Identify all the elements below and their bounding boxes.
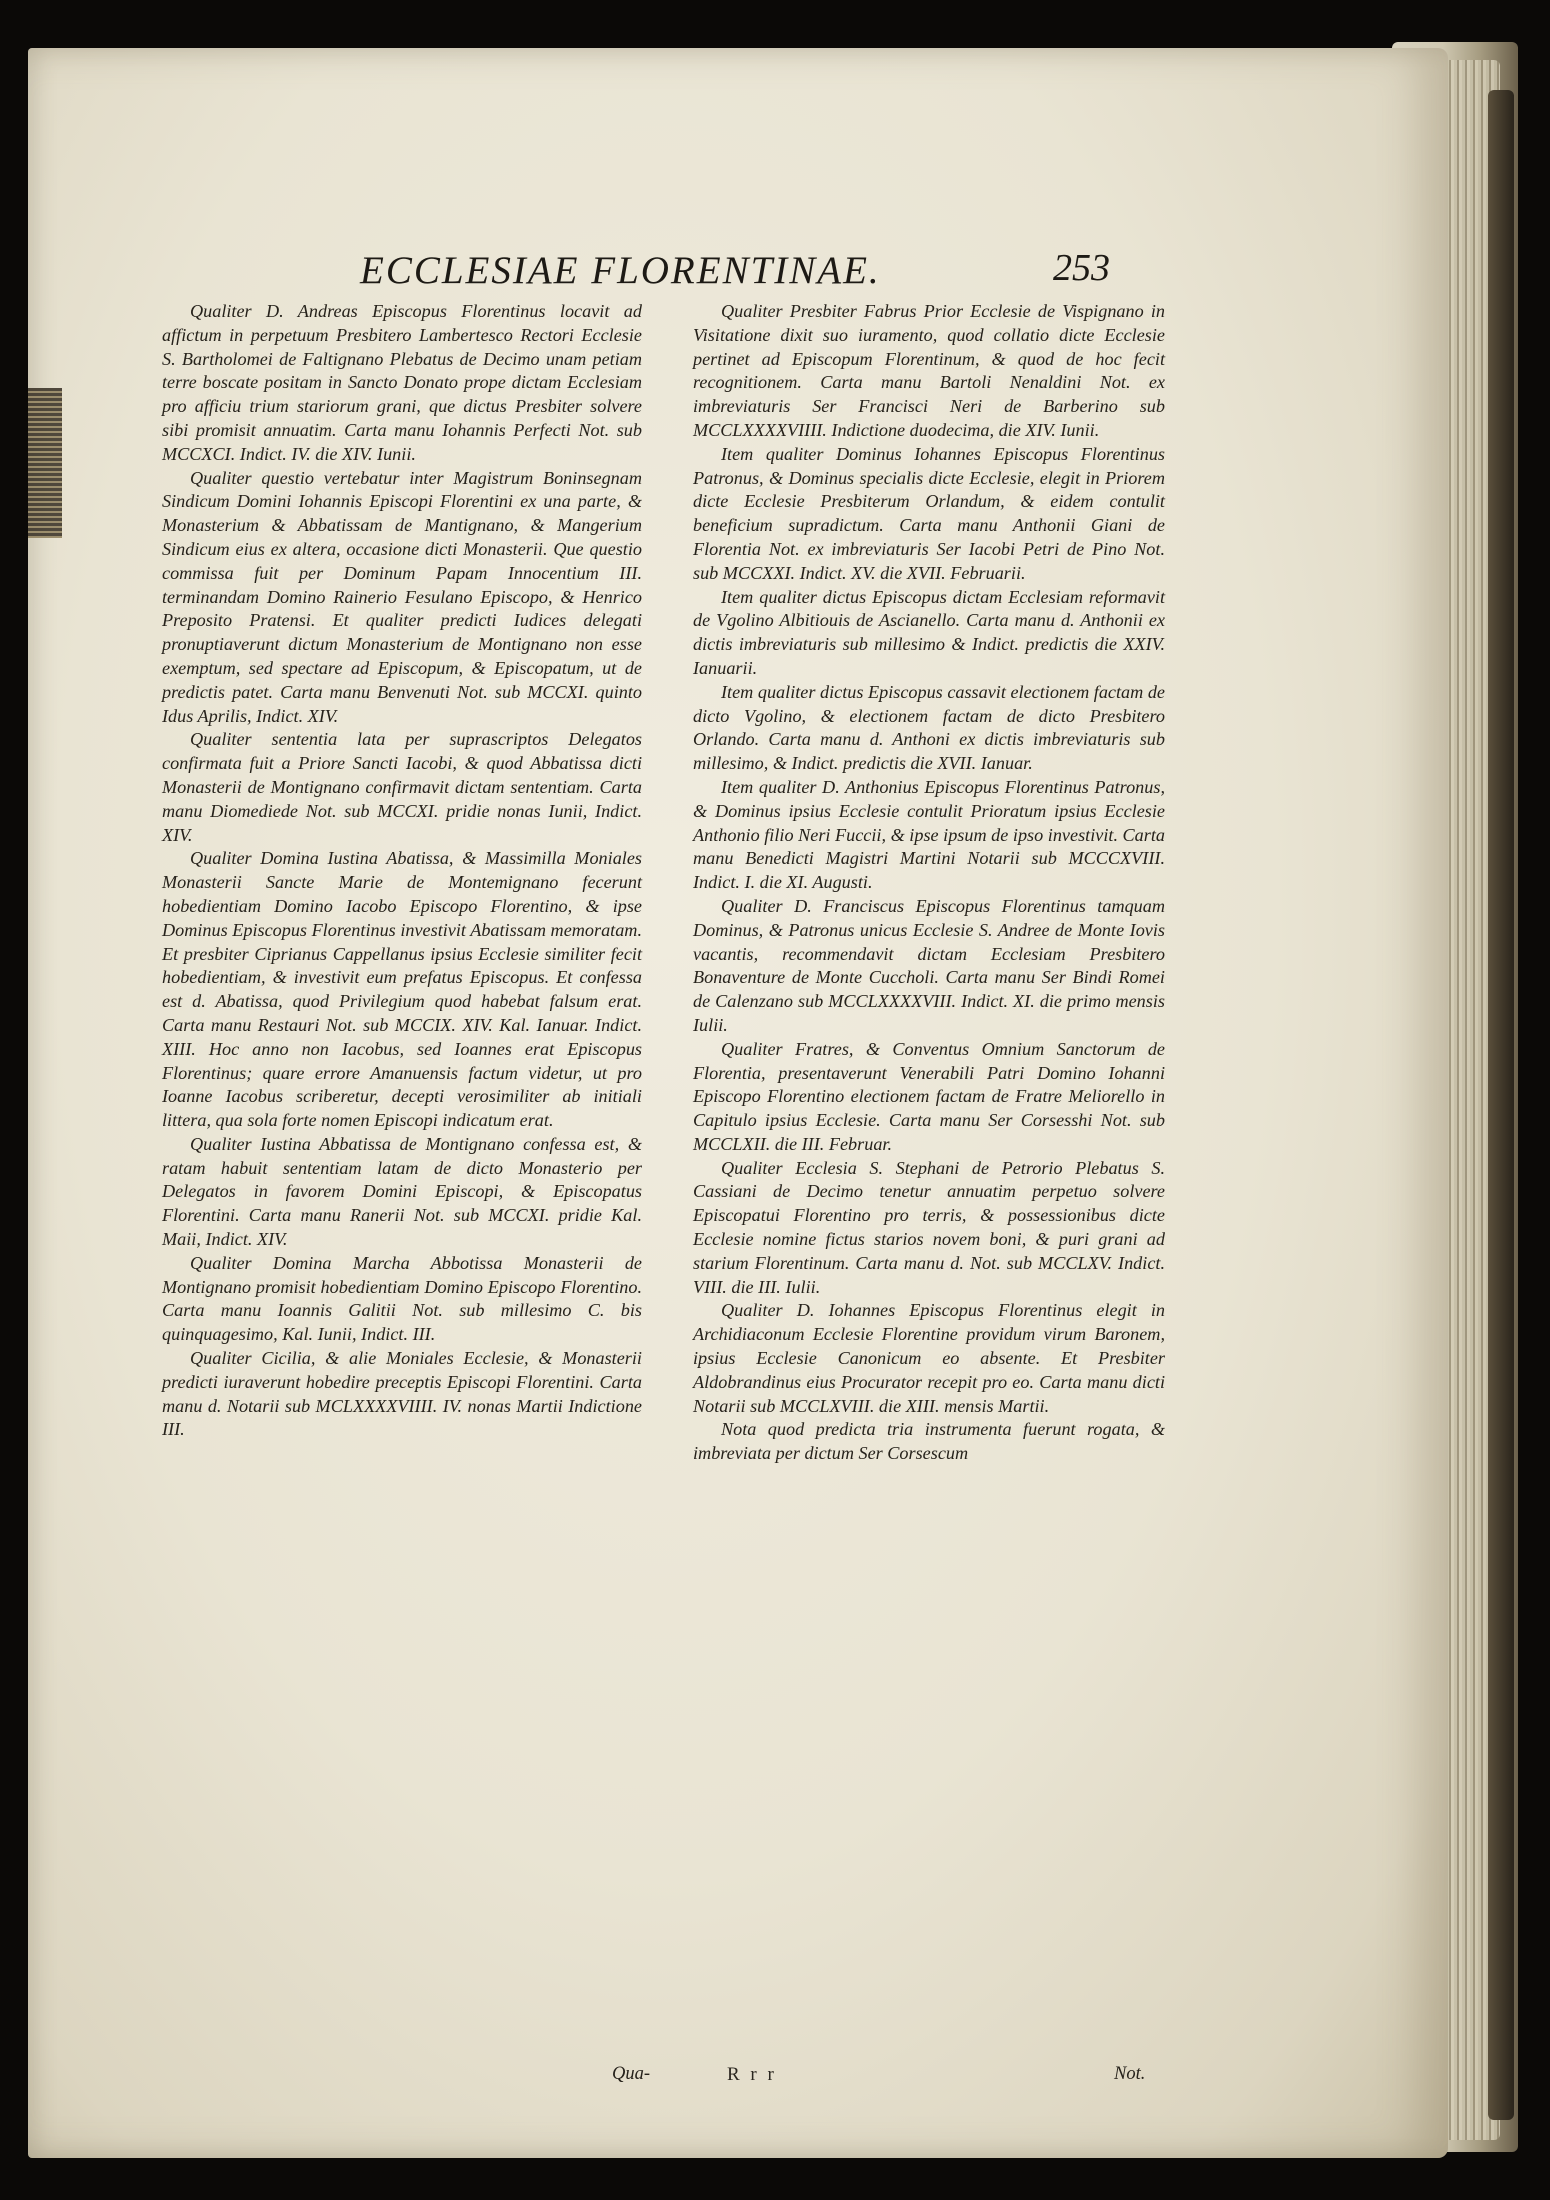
- entry-left-7: Qualiter Cicilia, & alie Moniales Ecclesie, & Monasterii predicti iuraverunt hobedire preceptis Episcopi Florentini. Carta manu d. Notarii sub MCLXXXXVIIII. IV. nonas Martii Indictione III.: [162, 1348, 642, 1440]
- running-title: ECCLESIAE FLORENTINAE.: [360, 249, 881, 292]
- entry-right-4: Item qualiter dictus Episcopus cassavit electionem factam de dicto Vgolino, & electionem factam de dicto Presbitero Orlando. Carta manu d. Anthoni ex dictis imbreviaturis sub millesimo, & Indict. predictis die XVII. Ianuar.: [693, 681, 1165, 774]
- entry-left-4: Qualiter Domina Iustina Abatissa, & Massimilla Moniales Monasterii Sancte Marie de Montemignano fecerunt hobedientiam Domino Iacobo Episcopo Florentino, & ipse Dominus Episcopus Florentinus investivit Abatissam memoratam. Et presbiter Ciprianus Cappellanus ipsius Ecclesie similiter fecit hobedientiam, & investivit eum prefatus Episcopus. Et confessa est d. Abatissa, quod Privilegium quod habebat falsum erat. Carta manu Restauri Not. sub MCCIX. XIV. Kal. Ianuar. Indict. XIII. Hoc anno non Iacobus, sed Ioannes erat Episcopus Florentinus; quare errore Amanuensis factum videtur, ut pro Ioanne Iacobus scriberetur, decepti verosimiliter ab initiali littera, qua sola forte nomen Episcopi indicatum erat.: [162, 848, 642, 1131]
- entry-right-8: Qualiter Ecclesia S. Stephani de Petrorio Plebatus S. Cassiani de Decimo tenetur annuatim perpetuo solvere Episcopatui Florentino pro terris, & possessionibus dicte Ecclesie nomine fictus starios novem boni, & puri grani ad starium Florentinum. Carta manu d. Not. sub MCCLXV. Indict. VIII. die III. Iulii.: [693, 1157, 1165, 1297]
- entry-left-5: Qualiter Iustina Abbatissa de Montignano confessa est, & ratam habuit sententiam latam de dicto Monasterio per Delegatos in favorem Domini Episcopi, & Episcopatus Florentini. Carta manu Ranerii Not. sub MCCXI. pridie Kal. Maii, Indict. XIV.: [162, 1133, 642, 1250]
- entry-left-1: Qualiter D. Andreas Episcopus Florentinus locavit ad affictum in perpetuum Presbitero Lambertesco Rectori Ecclesie S. Bartholomei de Faltignano Plebatus de Decimo unam petiam terre boscate positam in Sancto Donato prope dictam Ecclesiam pro afficiu trium stariorum grani, que dictus Presbiter solvere sibi promisit annuatim. Carta manu Iohannis Perfecti Not. sub MCCXCI. Indict. IV. die XIV. Iunii.: [162, 301, 642, 464]
- catchword-left: Qua-: [612, 2064, 651, 2084]
- entry-right-5: Item qualiter D. Anthonius Episcopus Florentinus Patronus, & Dominus ipsius Ecclesie contulit Prioratum ipsius Ecclesie Anthonio filio Neri Fuccii, & ipse ipsum de ipso investivit. Carta manu Benedicti Magistri Martini Notarii sub MCCCXVIII. Indict. I. die XI. Augusti.: [693, 776, 1165, 893]
- entry-right-9: Qualiter D. Iohannes Episcopus Florentinus elegit in Archidiaconum Ecclesie Florentine providum virum Baronem, ipsius Ecclesie Canonicum eo absente. Et Presbiter Aldobrandinus eius Procurator recepit pro eo. Carta manu dicti Notarii sub MCCLXVIII. die XIII. mensis Martii.: [693, 1300, 1165, 1416]
- book-cover-edge: [1488, 90, 1514, 2120]
- page-header: [360, 248, 1110, 298]
- entry-right-1: Qualiter Presbiter Fabrus Prior Ecclesie de Vispignano in Visitatione dixit suo iuramento, quod collatio dicte Ecclesie pertinet ad Episcopum Florentinum, & quod de hoc fecit recognitionem. Carta manu Bartoli Nenaldini Not. ex imbreviaturis Ser Francisci Neri de Barberino sub MCCLXXXXVIIII. Indictione duodecima, die XIV. Iunii.: [693, 301, 1165, 440]
- entry-left-3: Qualiter sententia lata per suprascriptos Delegatos confirmata fuit a Priore Sancti Iacobi, & quod Abbatissa dicti Monasterii de Montignano confirmavit dictam sententiam. Carta manu Diomediede Not. sub MCCXI. pridie nonas Iunii, Indict. XIV.: [162, 729, 642, 845]
- right-column: [693, 300, 1165, 1466]
- catchword-right: Not.: [1114, 2064, 1146, 2084]
- entry-right-7: Qualiter Fratres, & Conventus Omnium Sanctorum de Florentia, presentaverunt Venerabili Patri Domino Iohanni Episcopo Florentino electionem factam de Fratre Meliorello in Capitulo ipsius Ecclesie. Carta manu Ser Corsesshi Not. sub MCCLXII. die III. Februar.: [693, 1038, 1165, 1154]
- signature-mark: R r r: [727, 2064, 777, 2085]
- page-number: 253: [1053, 247, 1110, 289]
- left-column: [162, 300, 642, 1442]
- entry-left-2: Qualiter questio vertebatur inter Magistrum Boninsegnam Sindicum Domini Iohannis Episcopi Florentini ex una parte, & Monasterium & Abbatissam de Mantignano, & Mangerium Sindicum eius ex altera, occasione dicti Monasterii. Que questio commissa fuit per Dominum Papam Innocentium III. terminandam Domino Rainerio Fesulano Episcopo, & Henrico Preposito Pratensi. Et qualiter predicti Iudices delegati pronuptiaverunt dictum Monasterium de Montignano non esse exemptum, sed spectare ad Episcopum, & Episcopatum, ut de predictis patet. Carta manu Benvenuti Not. sub MCCXI. quinto Idus Aprilis, Indict. XIV.: [162, 467, 642, 726]
- binding-thread: [28, 388, 62, 538]
- entry-right-2: Item qualiter Dominus Iohannes Episcopus Florentinus Patronus, & Dominus specialis dicte Ecclesie, elegit in Priorem dicte Ecclesie Presbiterum Orlandum, & eidem contulit beneficium supradictum. Carta manu Anthonii Giani de Florentia Not. ex imbreviaturis Ser Iacobi Petri de Pino Not. sub MCCXXI. Indict. XV. die XVII. Februarii.: [693, 443, 1165, 583]
- entry-right-3: Item qualiter dictus Episcopus dictam Ecclesiam reformavit de Vgolino Albitiouis de Ascianello. Carta manu d. Anthonii ex dictis imbreviaturis sub millesimo & Indict. predictis die XXIV. Ianuarii.: [693, 586, 1165, 678]
- entry-right-10: Nota quod predicta tria instrumenta fuerunt rogata, & imbreviata per dictum Ser Corsescum: [693, 1419, 1165, 1464]
- entry-right-6: Qualiter D. Franciscus Episcopus Florentinus tamquam Dominus, & Patronus unicus Ecclesie S. Andree de Monte Iovis vacantis, recommendavit dictam Ecclesiam Presbitero Bonaventure de Monte Cuccholi. Carta manu Ser Bindi Romei de Calenzano sub MCCLXXXXVIII. Indict. XI. die primo mensis Iulii.: [693, 895, 1165, 1035]
- entry-left-6: Qualiter Domina Marcha Abbotissa Monasterii de Montignano promisit hobedientiam Domino Episcopo Florentino. Carta manu Ioannis Galitii Not. sub millesimo C. bis quinquagesimo, Kal. Iunii, Indict. III.: [162, 1252, 642, 1345]
